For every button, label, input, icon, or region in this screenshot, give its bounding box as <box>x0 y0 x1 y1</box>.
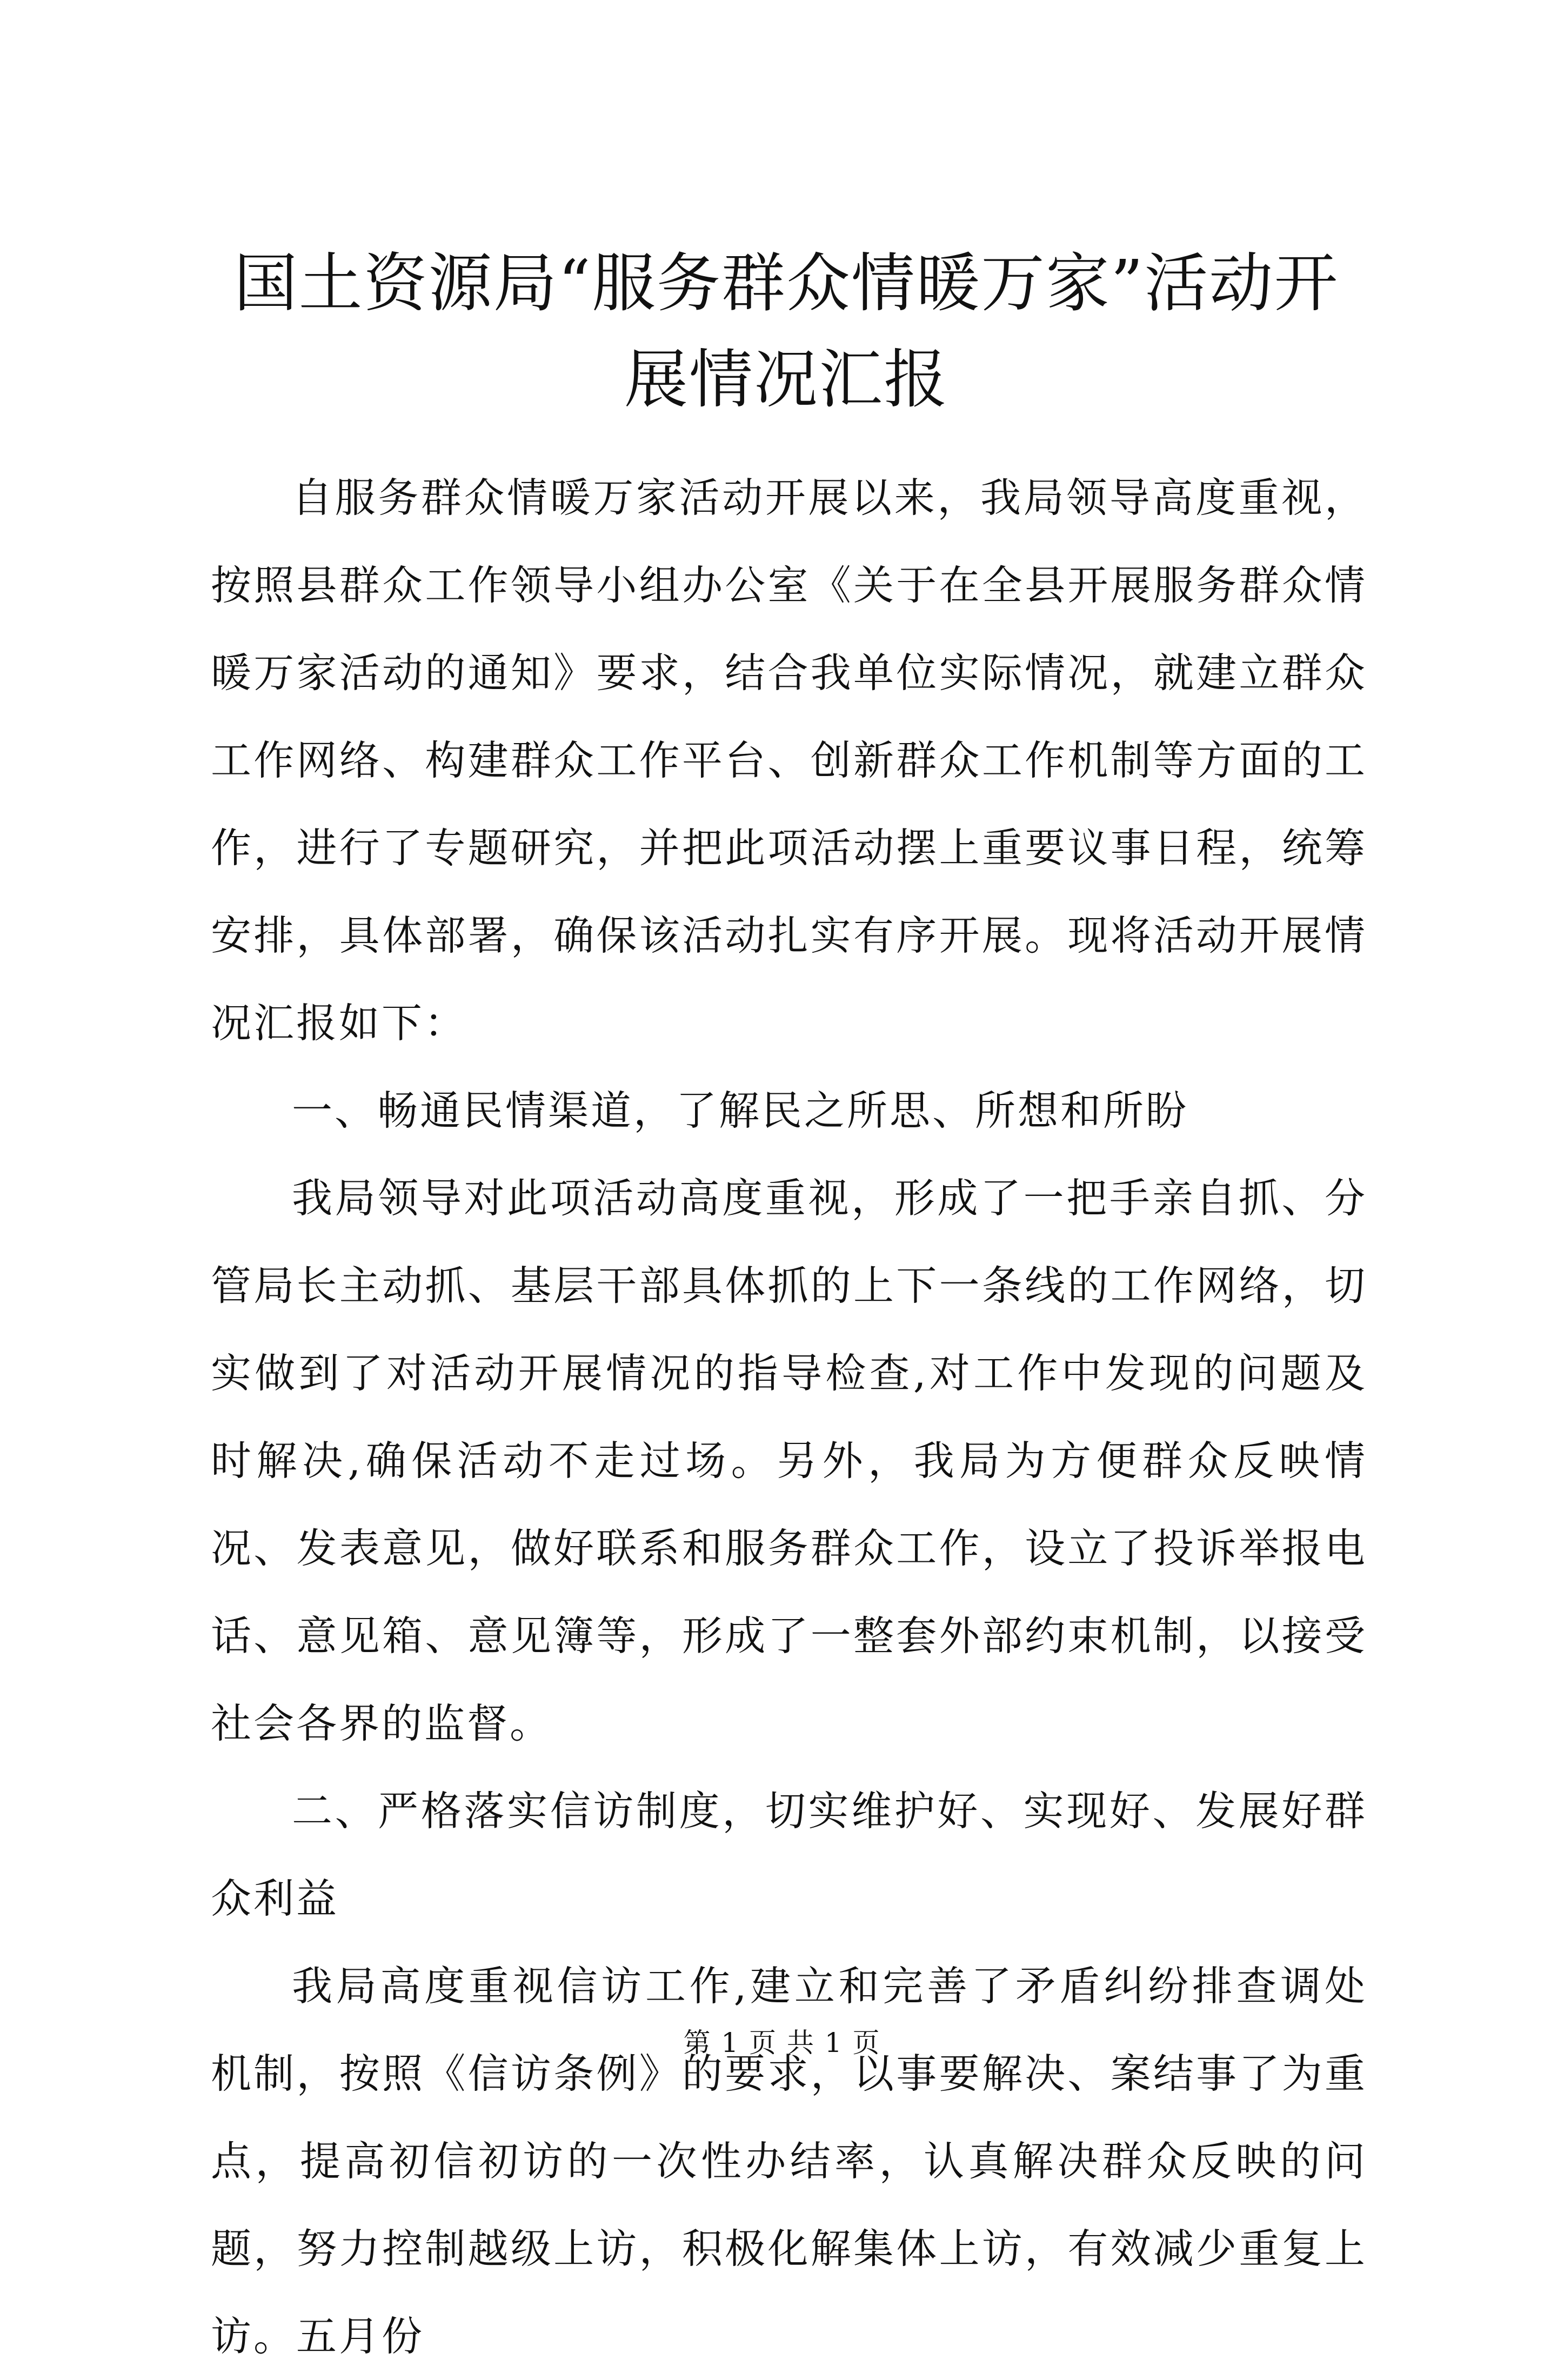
document-title: 国土资源局“服务群众情暖万家”活动开展情况汇报 <box>233 246 1339 417</box>
page-footer: 第 1 页 共 1 页 <box>683 2027 881 2058</box>
paragraph-section-1: 我局领导对此项活动高度重视，形成了一把手亲自抓、分管局长主动抓、基层干部具体抓的上下一条线的工作网络，切实做到了对活动开展情况的指导检查,对工作中发现的问题及时解决,确保活动不走过场。另外，我局为方便群众反映情况、发表意见，做好联系和服务群众工作，设立了投诉举报电话、意见箱、意见簿等，形成了一整套外部约束机制，以接受社会各界的监督。 <box>211 1174 1367 1747</box>
document-body <box>211 454 1367 2380</box>
paragraph-intro: 自服务群众情暖万家活动开展以来，我局领导高度重视，按照县群众工作领导小组办公室《关于在全县开展服务群众情暖万家活动的通知》要求，结合我单位实际情况，就建立群众工作网络、构建群众工作平台、创新群众工作机制等方面的工作，进行了专题研究，并把此项活动摆上重要议事日程，统筹安排，具体部署，确保该活动扎实有序开展。现将活动开展情况汇报如下： <box>211 474 1367 1047</box>
section-heading-1: 一、畅通民情渠道，了解民之所思、所想和所盼 <box>292 1087 1189 1134</box>
section-heading-2: 二、严格落实信访制度，切实维护好、实现好、发展好群众利益 <box>211 1787 1367 1922</box>
paragraph-section-2: 我局高度重视信访工作,建立和完善了矛盾纠纷排查调处机制，按照《信访条例》的要求，以事要解决、案结事了为重点，提高初信初访的一次性办结率，认真解决群众反映的问题，努力控制越级上访，积极化解集体上访，有效减少重复上访。五月份 <box>211 1962 1367 2360</box>
